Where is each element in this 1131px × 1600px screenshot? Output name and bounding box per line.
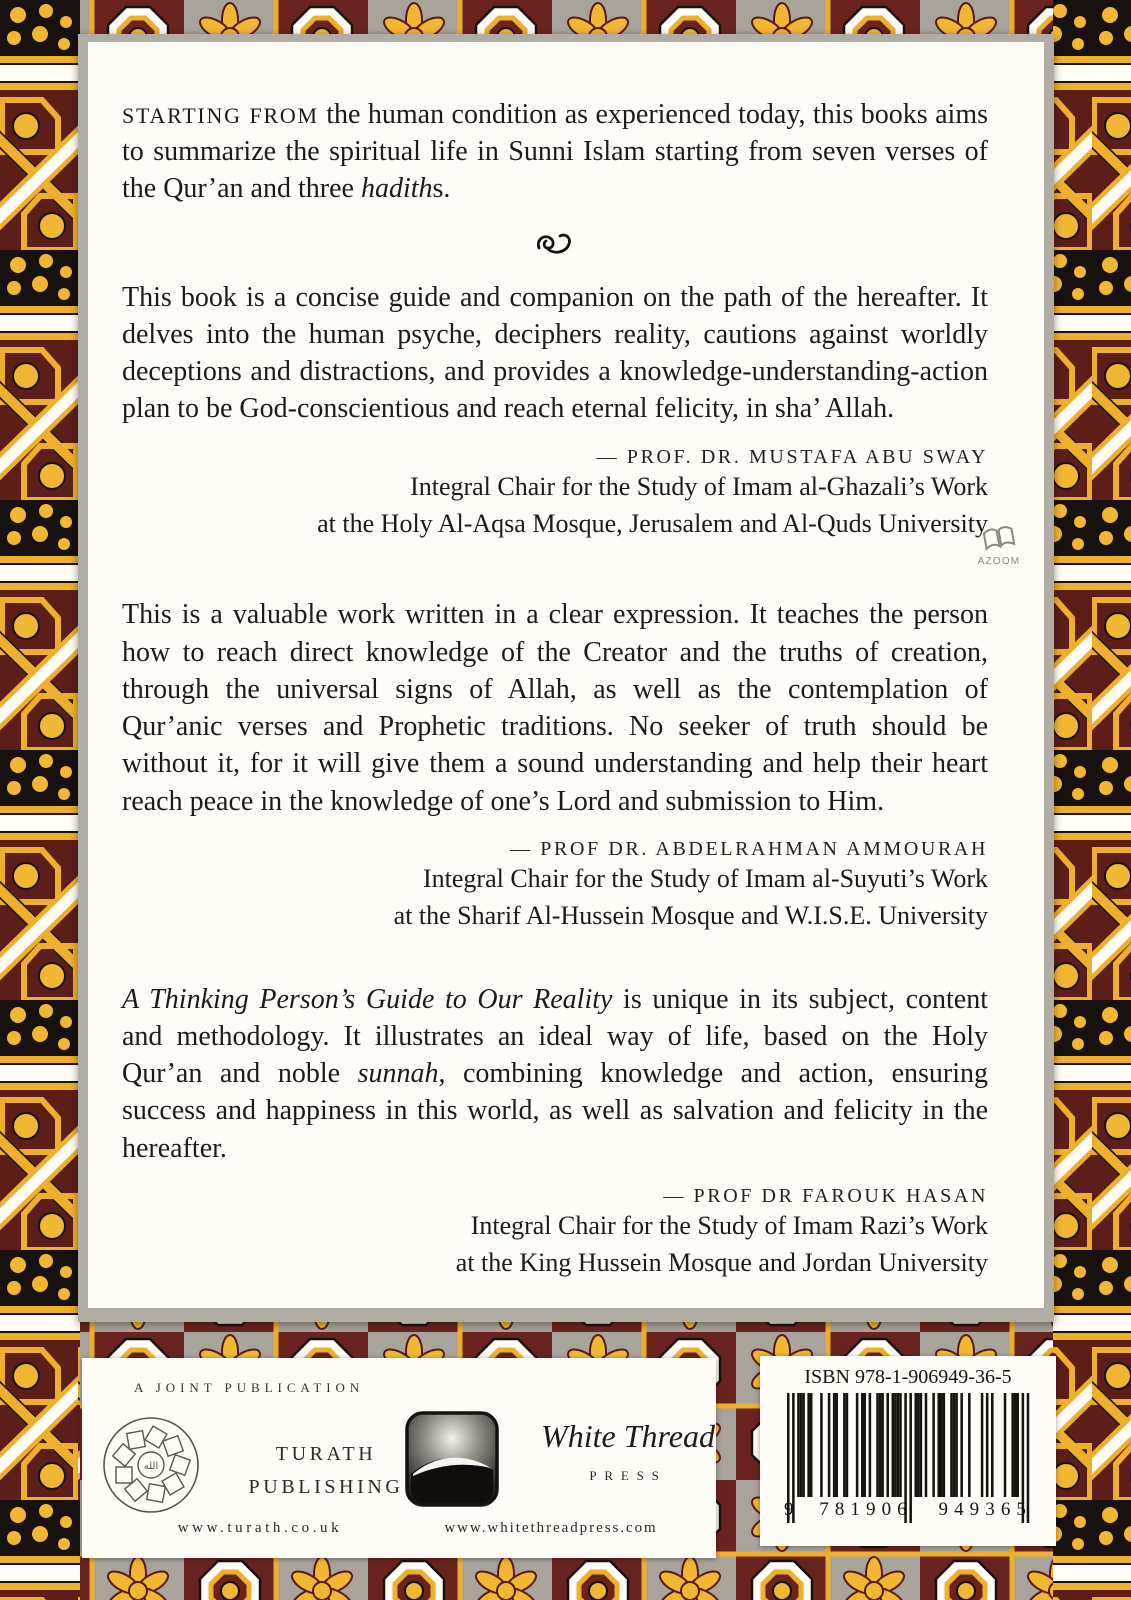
endorser-2-title: Integral Chair for the Study of Imam al-Suyuti’s Work — [423, 863, 988, 893]
turath-name-line1: TURATH — [275, 1443, 377, 1465]
endorser-1-affiliation: at the Holy Al-Aqsa Mosque, Jerusalem and Al-Quds University — [317, 508, 988, 538]
barcode-digit-group2: 949365 — [938, 1499, 1032, 1520]
endorser-3-title: Integral Chair for the Study of Imam Razi’s Work — [470, 1210, 988, 1240]
endorser-3-name: — PROF DR FAROUK HASAN — [663, 1184, 988, 1207]
endorser-1-name: — PROF. DR. MUSTAFA ABU SWAY — [596, 445, 988, 468]
barcode — [784, 1393, 1032, 1521]
open-book-icon — [980, 523, 1018, 554]
endorser-1-title: Integral Chair for the Study of Imam al-Ghazali’s Work — [410, 471, 988, 501]
blurb-panel-inner — [88, 42, 1044, 1308]
turath-logo — [100, 1414, 202, 1516]
barcode-digit-lead: 9 — [784, 1499, 794, 1520]
turath-url: www.turath.co.uk — [177, 1520, 343, 1536]
endorser-3-affiliation: at the King Hussein Mosque and Jordan University — [455, 1247, 988, 1277]
turath-name — [218, 1438, 434, 1504]
intro-paragraph: STARTING FROM the human condition as experienced today, this books aims to summarize the spiritual life in Sunni Islam starting from seven verses of the Qur’an and three hadiths. — [122, 99, 988, 205]
joint-publication-label: A JOINT PUBLICATION — [134, 1380, 365, 1395]
blurb-panel — [78, 34, 1054, 1322]
white-thread-name: White Thread — [541, 1418, 715, 1454]
white-thread-logo — [404, 1410, 500, 1508]
fleuron-icon — [122, 232, 988, 261]
isbn-label: ISBN 978-1-906949-36-5 — [804, 1366, 1012, 1388]
isbn-box — [760, 1356, 1056, 1546]
publisher-box — [82, 1358, 716, 1558]
endorser-2-affiliation: at the Sharif Al-Hussein Mosque and W.I.S.E. University — [393, 900, 988, 930]
barcode-digit-group1: 781906 — [819, 1499, 913, 1520]
azoom-watermark — [968, 526, 1030, 567]
turath-name-line2: PUBLISHING — [248, 1476, 404, 1498]
endorser-2-name: — PROF DR. ABDELRAHMAN AMMOURAH — [510, 837, 988, 860]
endorsement-3-text: A Thinking Person’s Guide to Our Reality is unique in its subject, content and methodology. It illustrates an ideal way of life, based on the Holy Qur’an and noble sunnah, combining knowledge and action, ensuring success and happiness in this world, as well as salvation and felicity in the hereafter. — [122, 983, 988, 1164]
watermark-label: AZOOM — [977, 556, 1021, 567]
endorsement-1-text: This book is a concise guide and companion on the path of the hereafter. It delves into the human psyche, deciphers reality, cautions against worldly deceptions and distractions, and provides a knowledge-understanding-action plan to be God-conscientious and reach eternal felicity, in sha’ Allah. — [122, 281, 988, 425]
barcode-digits — [784, 1499, 1032, 1521]
endorsement-2-text: This is a valuable work written in a clear expression. It teaches the person how to reach direct knowledge of the Creator and the truths of creation, through the universal signs of Allah, as well as the contemplation of Qur’anic verses and Prophetic traditions. No seeker of truth should be without it, for it will give them a sound understanding and help their heart reach peace in the knowledge of one’s Lord and submission to Him. — [122, 599, 988, 817]
turath-monogram: الله — [143, 1461, 159, 1472]
white-thread-url: www.whitethreadpress.com — [444, 1520, 658, 1536]
white-thread-press-label: PRESS — [589, 1468, 667, 1483]
